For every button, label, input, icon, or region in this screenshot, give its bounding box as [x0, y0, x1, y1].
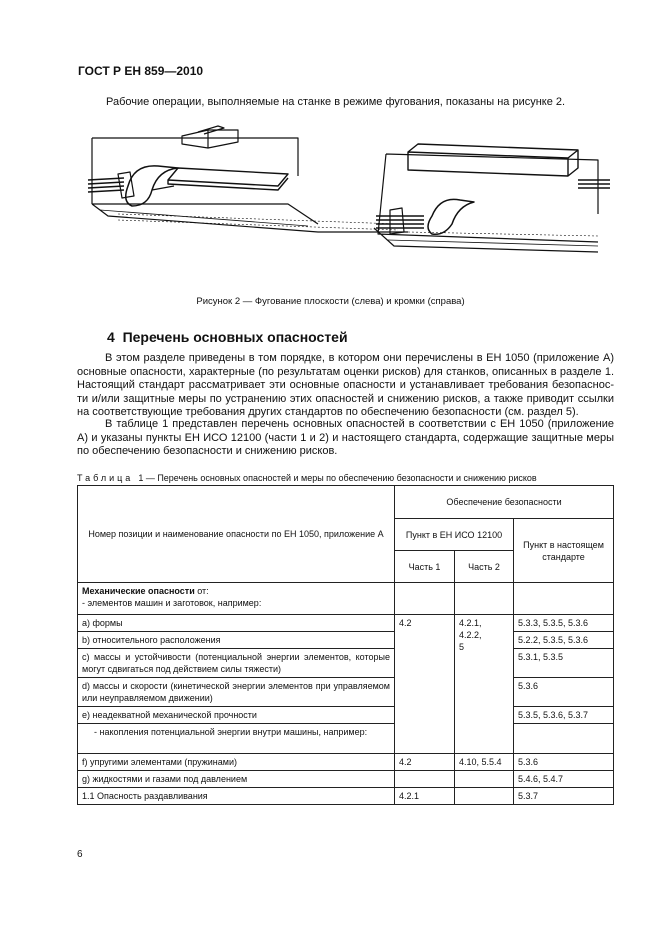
table-cell — [395, 771, 455, 788]
table-cell: c) массы и устойчивости (потенциальной энергии элементов, которые могут сдвигаться под действием силы тяжести) — [78, 649, 395, 678]
table-row — [78, 771, 614, 788]
left-cutter-guard — [126, 166, 178, 206]
table-caption — [77, 473, 537, 483]
hazard-table — [77, 485, 614, 805]
table-row — [78, 632, 614, 649]
right-hand-push — [376, 216, 424, 228]
table-cell: 5.4.6, 5.4.7 — [514, 771, 614, 788]
table-cell: 5.3.3, 5.3.5, 5.3.6 — [514, 615, 614, 632]
table-cell: 4.2 — [395, 754, 455, 771]
table-cell: 5.3.1, 5.3.5 — [514, 649, 614, 678]
table-cell: 4.2.1 — [395, 788, 455, 805]
table-row — [78, 754, 614, 771]
table-cell: g) жидкостями и газами под давлением — [78, 771, 395, 788]
table-row — [78, 678, 614, 707]
section-number: 4 — [107, 329, 115, 345]
table-cell: 5.3.5, 5.3.6, 5.3.7 — [514, 707, 614, 724]
table-head-group: Обеспечение безопасности — [395, 486, 614, 519]
table-cell-group-part2: 4.2.1, 4.2.2, 5 — [455, 615, 514, 754]
table-head-iso: Пункт в ЕН ИСО 12100 — [395, 519, 514, 551]
table-cell: 4.10, 5.5.4 — [455, 754, 514, 771]
table-cell — [455, 771, 514, 788]
mech-sub: - элементов машин и заготовок, например: — [82, 598, 262, 608]
paragraph-2 — [77, 418, 614, 459]
table-row — [78, 788, 614, 805]
table-cell: 5.3.7 — [514, 788, 614, 805]
table-cell: a) формы — [78, 615, 395, 632]
paragraph-1 — [77, 352, 614, 420]
left-workpiece — [168, 168, 288, 190]
table-caption-text: 1 — Перечень основных опасностей и меры по обеспечению безопасности и снижению рисков — [138, 473, 537, 483]
table-cell-accum: - накопления потенциальной энергии внутри машины, например: — [78, 724, 395, 754]
table-head-hazard: Номер позиции и наименование опасности по ЕН 1050, приложение А — [78, 486, 395, 583]
table-cell: f) упругими элементами (пружинами) — [78, 754, 395, 771]
table-cell: 5.2.2, 5.3.5, 5.3.6 — [514, 632, 614, 649]
paragraph-2-text: В таблице 1 представлен перечень основных опасностей в соответствии с ЕН 1050 (приложение А) и указаны пункты ЕН ИСО 12100 (части 1 и 2) и настоящего стандарта, содержащие защитные меры по обеспечению безопасности и снижению рисков. — [77, 418, 614, 458]
table-row — [78, 583, 614, 615]
right-cutter-guard — [428, 199, 474, 234]
mech-heading-rest: от: — [194, 586, 209, 596]
table-cell: e) неадекватной механической прочности — [78, 707, 395, 724]
table-head-part2: Часть 2 — [455, 551, 514, 583]
table-head-this-standard: Пункт в настоящем стандарте — [514, 519, 614, 583]
table-row — [78, 649, 614, 678]
table-cell — [455, 788, 514, 805]
mech-heading: Механические опасности — [82, 586, 195, 596]
section-heading — [107, 329, 348, 345]
table-cell: 5.3.6 — [514, 754, 614, 771]
intro-text: Рабочие операции, выполняемые на станке в режиме фугования, показаны на рисунке 2. — [106, 96, 566, 108]
document-header: ГОСТ Р ЕН 859—2010 — [78, 64, 204, 78]
table-cell: 5.3.6 — [514, 678, 614, 707]
page-number: 6 — [77, 849, 83, 860]
table-cell-mech — [78, 583, 395, 615]
table-row — [78, 707, 614, 724]
table-row — [78, 724, 614, 754]
paragraph-1-text: В этом разделе приведены в том порядке, в котором они перечислены в ЕН 1050 (приложение А) основные опасности, характерные (по результатам оценки рисков) для станков, описанных в разделе 1. Настоящий стандарт рассматривает эти основные опасности и устанавливает требования безопасности и/или защитные меры по устранению этих опасностей и снижению рисков, а также приводит ссылки на соответствующие требования других стандартов по обеспечению безопасности (см. раздел 5). — [77, 352, 614, 419]
table-cell: 1.1 Опасность раздавливания — [78, 788, 395, 805]
figure-caption: Рисунок 2 — Фугование плоскости (слева) и кромки (справа) — [196, 296, 465, 307]
section-title: Перечень основных опасностей — [122, 329, 348, 345]
table-head-part1: Часть 1 — [395, 551, 455, 583]
table-cell-group-part1: 4.2 — [395, 615, 455, 754]
table-row — [78, 615, 614, 632]
right-workpiece — [408, 144, 578, 176]
figure-planing-illustration — [78, 124, 618, 294]
table-cell: d) массы и скорости (кинетической энергии элементов при управляемом или неуправляемом движении) — [78, 678, 395, 707]
table-cell: b) относительного расположения — [78, 632, 395, 649]
table-caption-label: Таблица — [77, 473, 134, 483]
